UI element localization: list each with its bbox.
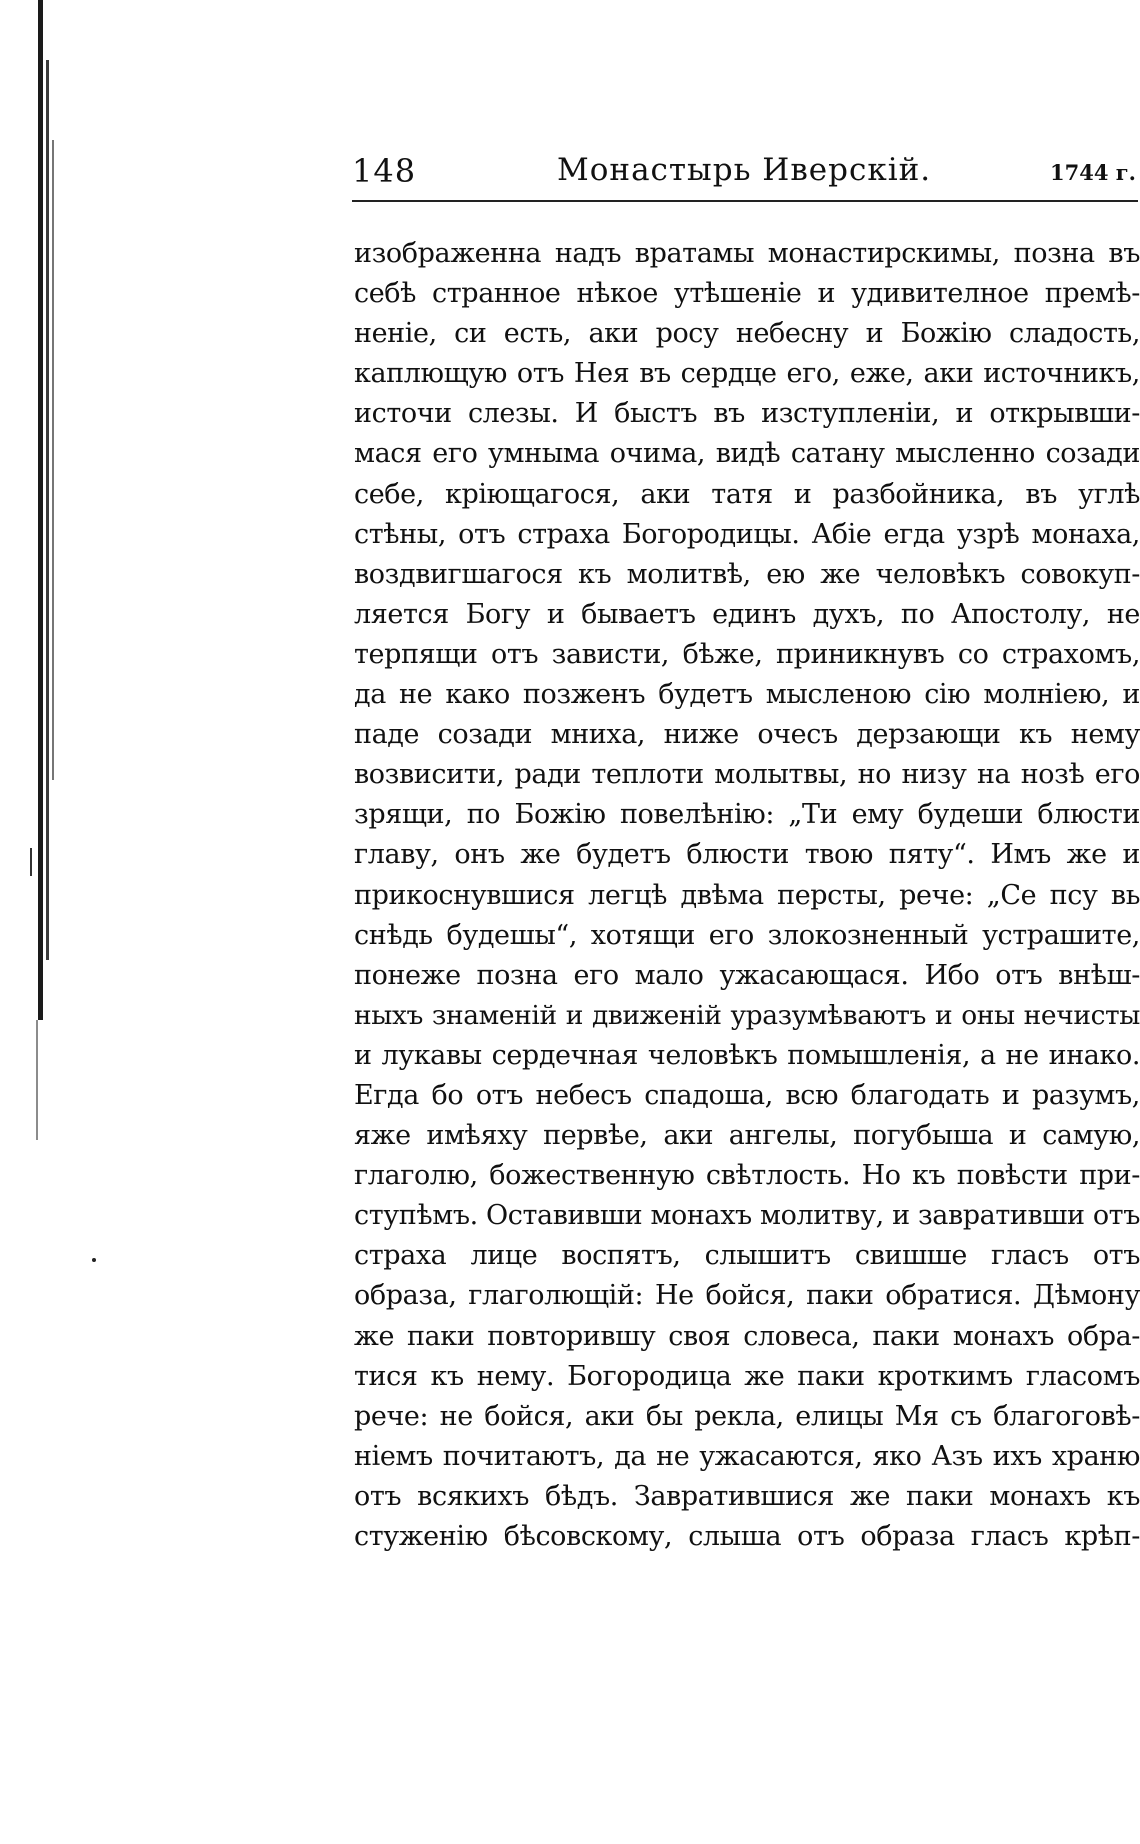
text-line: Егда бо отъ небесъ спадоша, всю благодать и разумъ, bbox=[354, 1079, 1140, 1111]
text-line: паде созади мниха, ниже очесъ дерзающи къ нему bbox=[354, 719, 1140, 751]
text-line: терпящи отъ зависти, бѣже, приникнувъ со страхомъ, bbox=[354, 638, 1140, 670]
text-line: ступѣмъ. Оставивши монахъ молитву, и завративши отъ bbox=[354, 1200, 1140, 1232]
text-line: главу, онъ же будетъ блюсти твою пяту“. Имъ же и bbox=[354, 839, 1140, 871]
text-line: тися къ нему. Богородица же паки кроткимъ гласомъ bbox=[354, 1360, 1140, 1392]
binding-shadow bbox=[46, 60, 49, 960]
text-line: же паки повторившу своя словеса, паки монахъ обра- bbox=[354, 1320, 1140, 1352]
text-line: да не како позженъ будетъ мысленою сію молніею, и bbox=[354, 679, 1140, 711]
text-line: глаголю, божественную свѣтлость. Но къ повѣсти при- bbox=[354, 1160, 1140, 1192]
text-line: прикоснувшися легцѣ двѣма персты, рече: „Се псу вь bbox=[354, 879, 1140, 911]
text-line: и лукавы сердечная человѣкъ помышленія, а не инако. bbox=[354, 1039, 1140, 1071]
text-line: мася его умныма очима, видѣ сатану мысленно созади bbox=[354, 438, 1140, 470]
page-gutter-shadow bbox=[0, 0, 110, 1844]
text-line: стѣны, отъ страха Богородицы. Абіе егда узрѣ монаха, bbox=[354, 518, 1140, 550]
header-year: 1744 г. bbox=[1050, 160, 1136, 185]
text-line: себѣ странное нѣкое утѣшеніе и удивителное премѣ- bbox=[354, 278, 1140, 310]
running-header bbox=[352, 152, 1140, 198]
binding-shadow bbox=[38, 0, 43, 1020]
binding-shadow bbox=[36, 1020, 38, 1140]
text-line: воздвигшагося къ молитвѣ, ею же человѣкъ совокуп- bbox=[354, 558, 1140, 590]
text-line: яже имѣяху первѣе, аки ангелы, погубыша и самую, bbox=[354, 1120, 1140, 1152]
margin-mark bbox=[30, 848, 32, 876]
text-line: понеже позна его мало ужасающася. Ибо отъ внѣш- bbox=[354, 959, 1140, 991]
text-line: ныхъ знаменій и движеній уразумѣваютъ и оны нечисты bbox=[354, 999, 1140, 1031]
page-number: 148 bbox=[352, 152, 417, 190]
binding-shadow bbox=[52, 140, 54, 780]
text-line: ляется Богу и бываетъ единъ духъ, по Апостолу, не bbox=[354, 598, 1140, 630]
text-line: ніемъ почитаютъ, да не ужасаются, яко Азъ ихъ храню bbox=[354, 1440, 1140, 1472]
text-line: себе, кріющагося, аки татя и разбойника, въ углѣ bbox=[354, 478, 1140, 510]
text-line: снѣдь будешы“, хотящи его злокозненный устрашите, bbox=[354, 919, 1140, 951]
text-line: стуженію бѣсовскому, слыша отъ образа гласъ крѣп- bbox=[354, 1521, 1140, 1552]
running-title: Монастырь Иверскій. bbox=[557, 152, 932, 188]
text-line: отъ всякихъ бѣдъ. Завратившися же паки монахъ къ bbox=[354, 1480, 1140, 1512]
text-line: источи слезы. И быстъ въ изступленіи, и открывши- bbox=[354, 398, 1140, 430]
text-line: неніе, си есть, аки росу небесну и Божію сладость, bbox=[354, 318, 1140, 350]
body-text bbox=[354, 234, 1140, 1557]
text-line: зрящи, по Божію повелѣнію: „Ти ему будеши блюсти bbox=[354, 799, 1140, 831]
text-line: образа, глаголющій: Не бойся, паки обратися. Дѣмону bbox=[354, 1280, 1140, 1312]
header-rule bbox=[352, 200, 1138, 202]
margin-dot bbox=[92, 1258, 96, 1262]
text-line: каплющую отъ Нея въ сердце его, еже, аки источникъ, bbox=[354, 358, 1140, 390]
text-line: изображенна надъ вратамы монастирскимы, позна въ bbox=[354, 238, 1140, 269]
text-line: возвисити, ради теплоти молытвы, но низу на нозѣ его bbox=[354, 759, 1140, 791]
text-line: страха лице воспятъ, слышитъ свишше гласъ отъ bbox=[354, 1240, 1140, 1272]
text-line: рече: не бойся, аки бы рекла, елицы Мя съ благоговѣ- bbox=[354, 1400, 1140, 1432]
